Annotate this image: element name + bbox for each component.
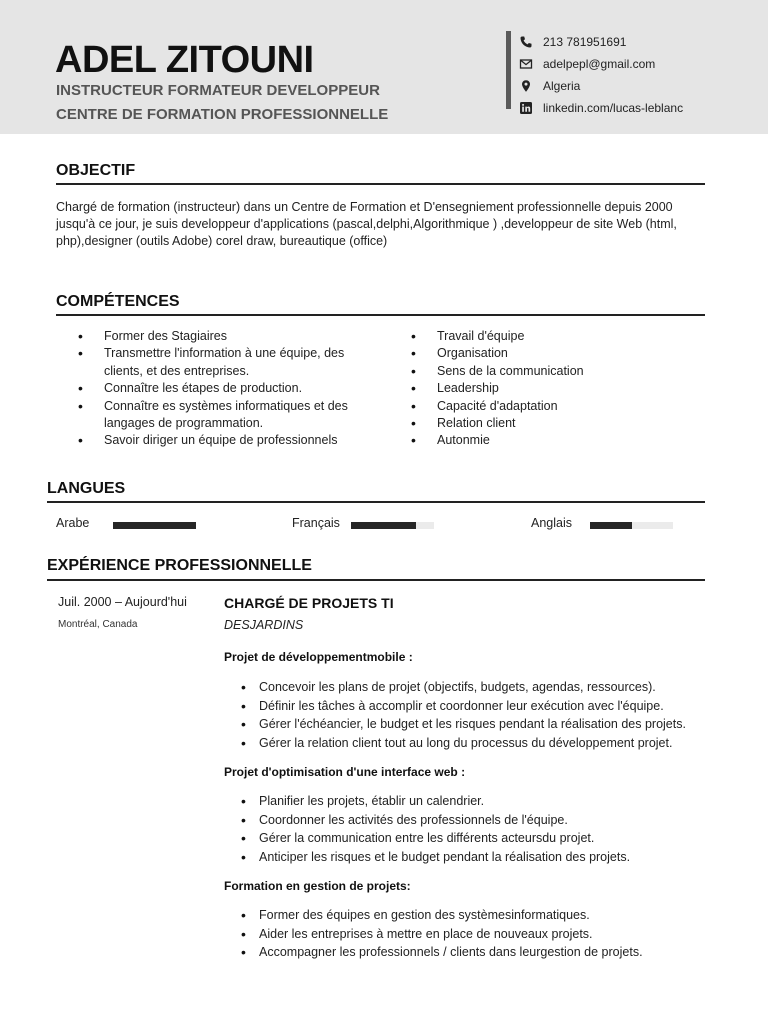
linkedin-text: linkedin.com/lucas-leblanc [543,101,684,115]
phone-icon [519,35,533,49]
list-item: • Former des équipes en gestion des systèmesinformatiques. [224,906,744,925]
experience-location: Montréal, Canada [58,619,138,630]
list-item: • Définir les tâches à accomplir et coordonner leur exécution avec l'équipe. [224,697,744,716]
project-title: Projet de développementmobile : [224,650,413,664]
phone-text: 213 781951691 [543,35,627,49]
project-task-list [224,678,744,753]
linkedin-icon [519,101,533,115]
language-level-fill [351,522,416,529]
objective-heading: OBJECTIF [56,162,136,179]
language-name-arabic: Arabe [56,516,90,530]
list-item: • Former des Stagiaires [56,328,376,345]
job-title: INSTRUCTEUR FORMATEUR DEVELOPPEUR [56,82,380,99]
list-item: • Leadership [389,380,689,397]
language-level-bar-french [351,522,434,529]
list-item: • Accompagner les professionnels / clients dans leurgestion de projets. [224,943,744,962]
list-item: • Gérer l'échéancier, le budget et les risques pendant la réalisation des projets. [224,715,744,734]
location-text: Algeria [543,79,581,93]
language-level-bar-english [590,522,673,529]
list-item: • Connaître es systèmes informatiques et des langages de programmation. [56,398,376,433]
language-level-fill [590,522,632,529]
list-item: • Gérer la relation client tout au long du processus du développement projet. [224,734,744,753]
list-item: • Autonmie [389,432,689,449]
list-item: • Relation client [389,415,689,432]
experience-company: DESJARDINS [224,618,304,632]
experience-date-range: Juil. 2000 – Aujourd'hui [58,595,187,609]
list-item: • Organisation [389,345,689,362]
experience-role: CHARGÉ DE PROJETS TI [224,595,394,611]
list-item: • Anticiper les risques et le budget pendant la réalisation des projets. [224,848,744,867]
project-title: Formation en gestion de projets: [224,879,411,893]
objective-text: Chargé de formation (instructeur) dans un Centre de Formation et D'ensegniement professionnelle depuis 2000 jusqu'à ce jour, je suis developpeur d'applications (pascal,delphi,Algorithmique ) ,developpeur de site Web (html, php),designer (outils Adobe) corel draw, bureautique (office) [56,200,677,248]
list-item: • Aider les entreprises à mettre en place de nouveaux projets. [224,925,744,944]
skills-divider [56,314,705,316]
project-task-list [224,792,744,867]
objective-divider [56,183,705,185]
experience-divider [47,579,705,581]
skills-list-right [389,328,689,450]
email-icon [519,57,533,71]
skills-heading: COMPÉTENCES [56,293,180,310]
skills-list-left [56,328,376,450]
candidate-name: ADEL ZITOUNI [55,39,314,81]
project-title: Projet d'optimisation d'une interface web : [224,765,466,779]
list-item: • Sens de la communication [389,363,689,380]
contact-location [519,75,759,97]
list-item: • Transmettre l'information à une équipe, des clients, et des entreprises. [56,345,376,380]
list-item: • Concevoir les plans de projet (objectifs, budgets, agendas, ressources). [224,678,744,697]
language-name-english: Anglais [531,516,572,530]
languages-divider [47,501,705,503]
list-item: • Coordonner les activités des professionnels de l'équipe. [224,811,744,830]
location-pin-icon [519,79,533,93]
contact-email[interactable] [519,53,759,75]
languages-heading: LANGUES [47,480,126,497]
organization-title: CENTRE DE FORMATION PROFESSIONNELLE [56,106,389,123]
language-level-fill [113,522,196,529]
list-item: • Planifier les projets, établir un calendrier. [224,792,744,811]
list-item: • Savoir diriger un équipe de professionnels [56,432,376,449]
list-item: • Travail d'équipe [389,328,689,345]
experience-heading: EXPÉRIENCE PROFESSIONNELLE [47,557,312,574]
project-task-list [224,906,744,962]
list-item: • Connaître les étapes de production. [56,380,376,397]
language-level-bar-arabic [113,522,196,529]
language-name-french: Français [292,516,340,530]
contact-phone[interactable] [519,31,759,53]
contact-block [506,31,759,115]
email-text: adelpepl@gmail.com [543,57,656,71]
contact-linkedin[interactable] [519,97,759,119]
resume-header [0,0,768,134]
list-item: • Capacité d'adaptation [389,398,689,415]
list-item: • Gérer la communication entre les différents acteursdu projet. [224,829,744,848]
